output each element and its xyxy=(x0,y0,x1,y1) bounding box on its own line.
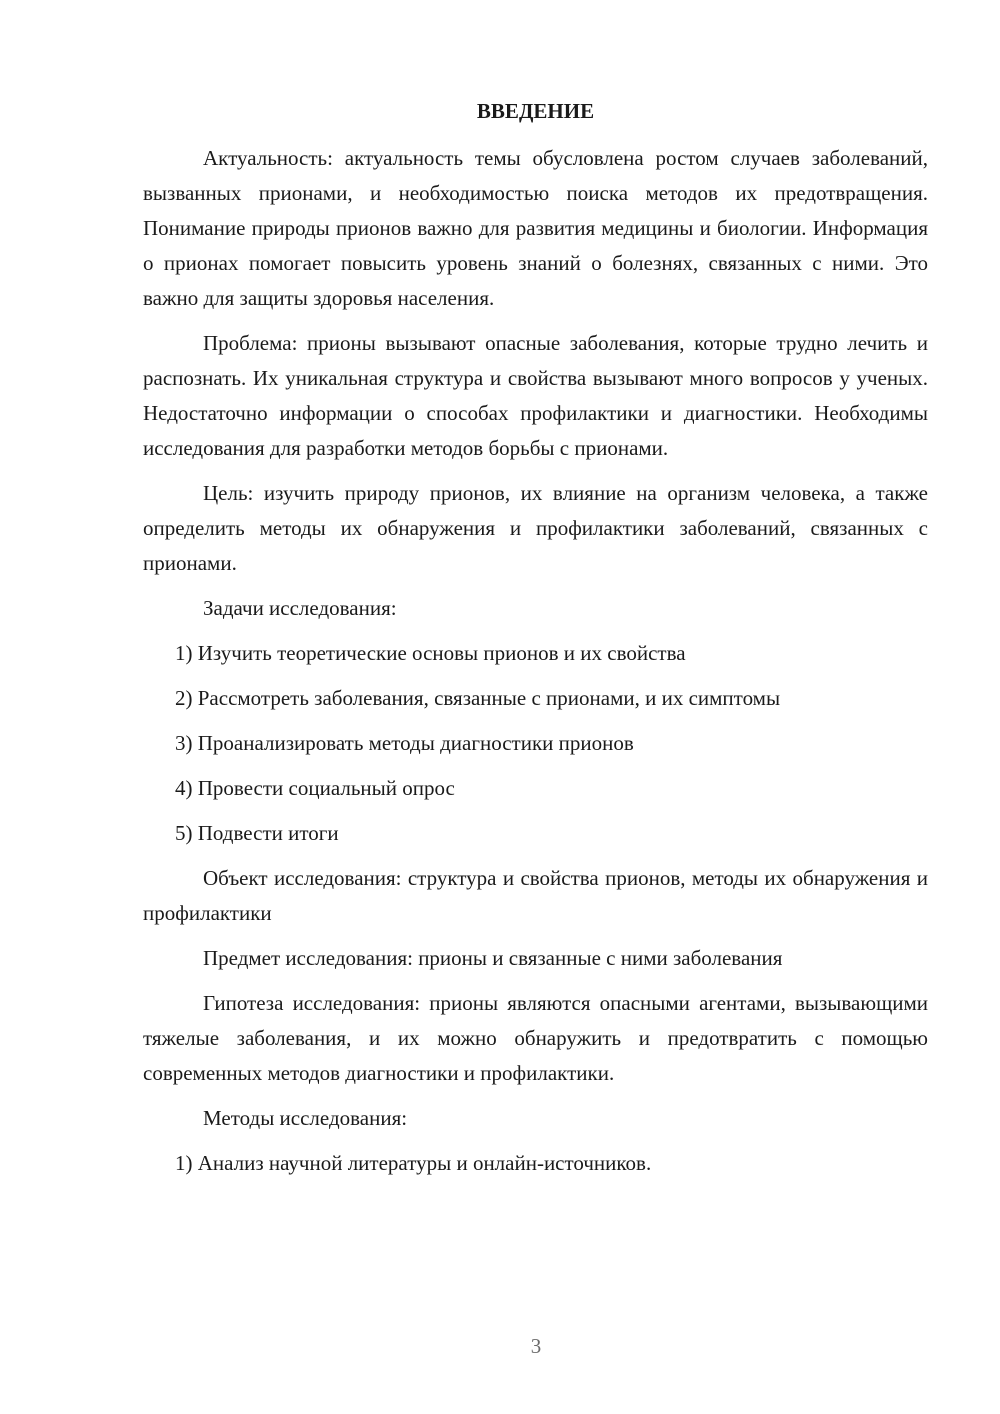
task-item-5: 5) Подвести итоги xyxy=(175,821,339,845)
subject-paragraph: Предмет исследования: прионы и связанные с ними заболевания xyxy=(203,946,783,970)
page-title: ВВЕДЕНИЕ xyxy=(476,99,595,123)
tasks-heading: Задачи исследования: xyxy=(203,596,397,620)
hypothesis-paragraph: Гипотеза исследования: прионы являются опасными агентами, вызывающими тяжелые заболевания, и их можно обнаружить и предотвратить с помощью современных методов диагностики и профилактики. xyxy=(143,991,928,1085)
goal-paragraph: Цель: изучить природу прионов, их влияние на организм человека, а также определить методы их обнаружения и профилактики заболеваний, связанных с прионами. xyxy=(143,481,928,575)
task-item-3: 3) Проанализировать методы диагностики прионов xyxy=(175,731,634,755)
relevance-paragraph: Актуальность: актуальность темы обусловлена ростом случаев заболеваний, вызванных прионами, и необходимостью поиска методов их предотвращения. Понимание природы прионов важно для развития медицины и биологии. Информация о прионах помогает повысить уровень знаний о болезнях, связанных с ними. Это важно для защиты здоровья населения. xyxy=(143,146,928,310)
object-paragraph: Объект исследования: структура и свойства прионов, методы их обнаружения и профилактики xyxy=(143,866,928,925)
method-item-1: 1) Анализ научной литературы и онлайн-источников. xyxy=(175,1151,652,1175)
page-content xyxy=(143,94,928,1191)
problem-paragraph: Проблема: прионы вызывают опасные заболевания, которые трудно лечить и распознать. Их уникальная структура и свойства вызывают много вопросов у ученых. Недостаточно информации о способах профилактики и диагностики. Необходимы исследования для разработки методов борьбы с прионами. xyxy=(143,331,928,460)
task-item-1: 1) Изучить теоретические основы прионов и их свойства xyxy=(175,641,686,665)
page-number: 3 xyxy=(530,1334,542,1358)
methods-heading: Методы исследования: xyxy=(203,1106,408,1130)
task-item-2: 2) Рассмотреть заболевания, связанные с прионами, и их симптомы xyxy=(175,686,781,710)
task-item-4: 4) Провести социальный опрос xyxy=(175,776,455,800)
